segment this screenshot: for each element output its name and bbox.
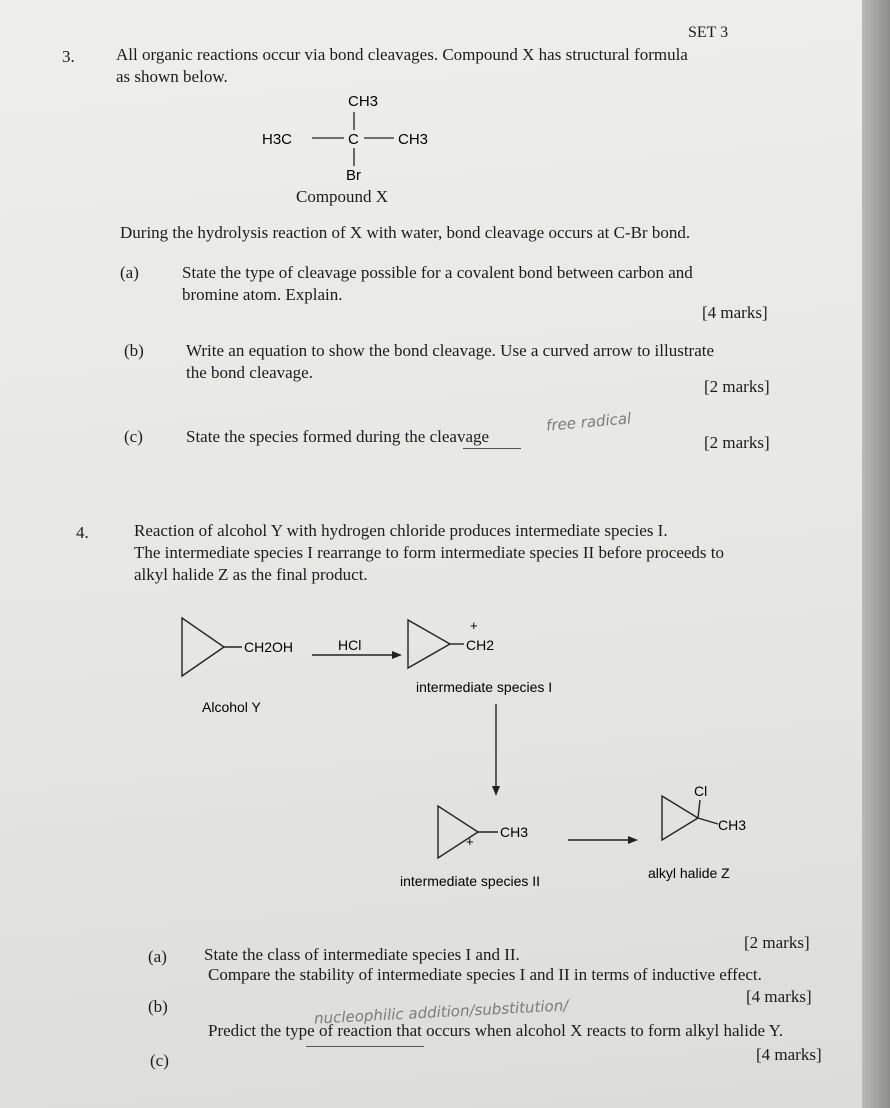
q4-line1: Reaction of alcohol Y with hydrogen chloride produces intermediate species I.: [134, 521, 668, 540]
int2-group: CH3: [500, 824, 529, 840]
q3a-label: (a): [120, 263, 139, 282]
label-intermediate-ii: intermediate species II: [400, 873, 541, 889]
q4c-underline: [306, 1046, 424, 1047]
label-alcohol-y: Alcohol Y: [202, 699, 261, 715]
q4c-text: Predict the type of reaction that occurs when alcohol X reacts to form alkyl halide Y.: [208, 1021, 783, 1040]
q4b-label: (b): [148, 997, 168, 1016]
alcohol-group: CH2OH: [244, 639, 294, 655]
q3c-label: (c): [124, 427, 143, 446]
q3b-marks: [2 marks]: [704, 377, 770, 396]
q4a-label: (a): [148, 947, 167, 966]
compound-x-caption: Compound X: [296, 187, 389, 206]
cation-group: CH2: [466, 637, 495, 653]
q3a-line2: bromine atom. Explain.: [182, 285, 343, 304]
q4c-label: (c): [150, 1051, 169, 1070]
q4b-text: Compare the stability of intermediate species I and II in terms of inductive effect.: [208, 965, 762, 984]
q4a-marks: [2 marks]: [744, 933, 810, 952]
q3b-label: (b): [124, 341, 144, 360]
q4-line2: The intermediate species I rearrange to form intermediate species II before proceeds to: [134, 543, 724, 562]
q3c-underline: [463, 448, 521, 449]
q3c-handwriting: free radical: [545, 409, 632, 435]
intermediate-ii-structure: [438, 806, 528, 858]
reaction-scheme: [170, 600, 790, 900]
reaction-arrow-2-head: [492, 786, 500, 796]
q4-number: 4.: [76, 523, 89, 542]
q3b-line1: Write an equation to show the bond cleavage. Use a curved arrow to illustrate: [186, 341, 715, 360]
reagent-label: HCl: [338, 637, 362, 653]
struct-center-carbon: C: [348, 131, 359, 148]
q3a-line1: State the type of cleavage possible for a covalent bond between carbon and: [182, 263, 693, 282]
alcohol-y-structure: [182, 618, 293, 676]
q4b-marks: [4 marks]: [746, 987, 812, 1006]
q3-hydrolysis-text: During the hydrolysis reaction of X with water, bond cleavage occurs at C-Br bond.: [120, 223, 691, 242]
struct-top-group: CH3: [348, 93, 379, 110]
page-edge: [862, 0, 890, 1108]
struct-bottom-atom: Br: [346, 167, 361, 184]
int2-charge: +: [466, 834, 474, 849]
intermediate-i-structure: [408, 618, 494, 668]
struct-right-group: CH3: [398, 131, 429, 148]
set-label: SET 3: [688, 24, 729, 41]
struct-left-group: H3C: [262, 131, 293, 148]
q4c-marks: [4 marks]: [756, 1045, 822, 1064]
q3a-marks: [4 marks]: [702, 303, 768, 322]
compound-x-structure: [250, 86, 470, 186]
alkyl-halide-z-structure: [662, 783, 746, 840]
q4c-handwriting: nucleophilic addition/substitution/: [313, 996, 569, 1028]
q3-intro-line1: All organic reactions occur via bond cleavages. Compound X has structural formula: [116, 45, 688, 64]
cation-charge: +: [470, 618, 478, 633]
q4a-text: State the class of intermediate species I and II.: [204, 945, 520, 964]
label-alkyl-halide-z: alkyl halide Z: [648, 865, 730, 881]
z-group: CH3: [718, 817, 747, 833]
q3c-marks: [2 marks]: [704, 433, 770, 452]
z-chlorine: Cl: [694, 783, 708, 799]
label-intermediate-i: intermediate species I: [416, 679, 553, 695]
q4-line3: alkyl halide Z as the final product.: [134, 565, 368, 584]
q3b-line2: the bond cleavage.: [186, 363, 313, 382]
reaction-arrow-3-head: [628, 836, 638, 844]
q3-intro-line2: as shown below.: [116, 67, 228, 86]
reaction-arrow-1-head: [392, 651, 402, 659]
q3-number: 3.: [62, 47, 75, 66]
q3c-line1: State the species formed during the cleavage: [186, 427, 490, 446]
